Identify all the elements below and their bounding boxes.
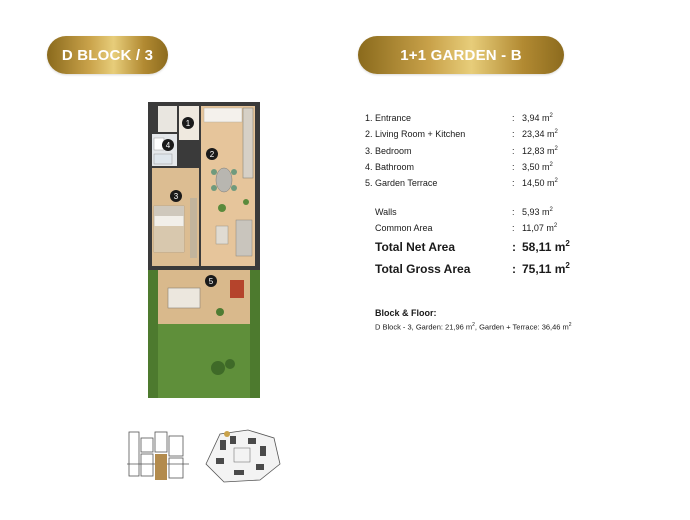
plan-chair — [211, 169, 217, 175]
extra-row — [365, 220, 575, 236]
separator: : — [512, 145, 515, 156]
block-floor-details: D Block - 3, Garden: 21,96 $m^2$, Garden + Terrace: 36,46 $m^2$ — [375, 322, 572, 332]
room-number: 4. — [365, 162, 373, 173]
plan-marker-3 — [170, 190, 182, 202]
extra-label: Walls — [375, 206, 397, 217]
plan-plant — [216, 308, 224, 316]
plan-marker-1 — [182, 117, 194, 129]
block-floor-badge — [47, 36, 168, 74]
separator: : — [512, 129, 515, 140]
plan-marker-2 — [206, 148, 218, 160]
site-plan — [200, 424, 286, 486]
plan-bed-blanket — [154, 226, 184, 252]
room-label: Entrance — [375, 113, 412, 124]
plan-shower — [154, 154, 172, 164]
room-label: Bedroom — [375, 145, 412, 156]
plan-hedge — [250, 270, 260, 398]
plan-dining-table — [216, 168, 232, 192]
room-area: 3,50 $m^2$ — [522, 162, 553, 173]
extra-area: 5,93 $m^2$ — [522, 206, 553, 217]
plan-plant — [243, 199, 249, 205]
plan-lounge-chair — [230, 280, 244, 298]
svg-text:2: 2 — [209, 150, 215, 159]
room-row — [365, 159, 575, 175]
svg-text:5: 5 — [208, 277, 214, 286]
block-floor-label: D BLOCK / 3 — [61, 46, 154, 64]
room-row — [365, 143, 575, 159]
plan-wardrobe — [190, 198, 197, 258]
key-plan-unit-highlight — [155, 454, 167, 480]
plan-bed-pillows — [154, 206, 184, 216]
room-number: 5. — [365, 178, 373, 189]
key-plan — [125, 428, 191, 484]
block-floor-title: Block & Floor: — [375, 308, 437, 318]
unit-type-badge — [358, 36, 564, 74]
extra-label: Common Area — [375, 222, 433, 233]
extra-row — [365, 203, 575, 219]
total-area: 75,11 $m^2$ — [522, 261, 570, 277]
room-label: Living Room + Kitchen — [375, 129, 466, 140]
room-label: Bathroom — [375, 162, 415, 173]
room-area: 3,94 $m^2$ — [522, 113, 553, 124]
extra-area: 11,07 $m^2$ — [522, 222, 558, 233]
plan-marker-4 — [162, 139, 174, 151]
plan-kitchen-counter — [243, 108, 253, 178]
plan-chair — [211, 185, 217, 191]
area-schedule — [365, 110, 575, 280]
unit-type-label: 1+1 GARDEN - B — [400, 46, 522, 64]
svg-text:4: 4 — [165, 141, 171, 150]
plan-shrub — [225, 359, 235, 369]
plan-coffee-table — [216, 226, 228, 244]
room-number: 1. — [365, 113, 373, 124]
room-number: 3. — [365, 145, 373, 156]
room-row — [365, 110, 575, 126]
site-plan-location-marker — [224, 431, 230, 437]
separator: : — [512, 262, 516, 277]
separator: : — [512, 222, 515, 233]
floor-plan — [148, 102, 260, 398]
total-area: 58,11 $m^2$ — [522, 239, 570, 255]
room-row — [365, 175, 575, 191]
plan-marker-5 — [205, 275, 217, 287]
separator: : — [512, 113, 515, 124]
plan-terrace-table — [168, 288, 200, 308]
plan-chair — [231, 185, 237, 191]
room-area: 12,83 $m^2$ — [522, 145, 558, 156]
separator: : — [512, 206, 515, 217]
plan-hedge — [148, 270, 158, 398]
total-label: Total Net Area — [375, 240, 456, 255]
plan-kitchen-top — [204, 108, 242, 122]
separator: : — [512, 162, 515, 173]
plan-storage-floor — [158, 106, 177, 132]
total-row — [365, 258, 575, 280]
separator: : — [512, 178, 515, 189]
room-number: 2. — [365, 129, 373, 140]
total-row — [365, 236, 575, 258]
room-row — [365, 126, 575, 142]
plan-plant — [218, 204, 226, 212]
svg-text:1: 1 — [185, 119, 191, 128]
svg-text:3: 3 — [173, 192, 179, 201]
plan-chair — [231, 169, 237, 175]
room-area: 14,50 $m^2$ — [522, 178, 558, 189]
room-area: 23,34 $m^2$ — [522, 129, 558, 140]
plan-sofa — [236, 220, 252, 256]
room-label: Garden Terrace — [375, 178, 438, 189]
separator: : — [512, 240, 516, 255]
plan-shrub — [211, 361, 225, 375]
total-label: Total Gross Area — [375, 262, 471, 277]
